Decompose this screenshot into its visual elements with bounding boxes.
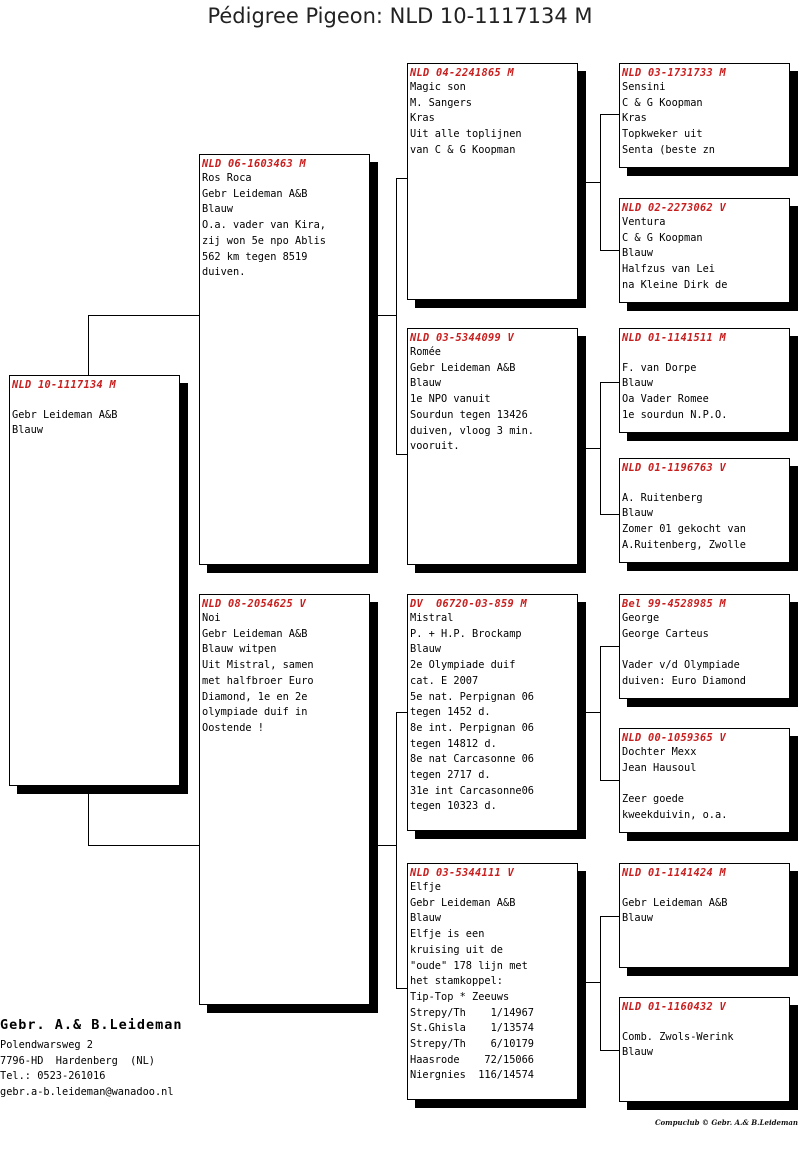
pigeon-ring-number: NLD 03-1731733 M xyxy=(622,67,726,79)
connector-line xyxy=(600,382,601,514)
pigeon-info-line: Blauw xyxy=(410,912,441,925)
pigeon-info-line: duiven: Euro Diamond xyxy=(622,674,746,687)
grandparent-card xyxy=(407,63,578,300)
pigeon-info-line: George Carteus xyxy=(622,627,709,640)
pigeon-info-line: Senta (beste zn xyxy=(622,143,715,156)
pigeon-info-line: C & G Koopman xyxy=(622,231,703,244)
great-grandparent-card xyxy=(619,863,790,968)
connector-line xyxy=(578,448,600,449)
connector-line xyxy=(600,916,601,1050)
great-grandparent-card xyxy=(619,458,790,563)
pigeon-ring-number: NLD 01-1141424 M xyxy=(622,867,726,879)
pigeon-info-line: zij won 5e npo Ablis xyxy=(202,234,326,247)
pigeon-info-line: 31e int Carcasonne06 xyxy=(410,784,534,797)
pigeon-info-line: olympiade duif in xyxy=(202,706,308,719)
pigeon-info-line xyxy=(622,475,787,491)
connector-line xyxy=(578,712,600,713)
pigeon-info-line: Gebr Leideman A&B xyxy=(410,896,516,909)
pigeon-info-line: C & G Koopman xyxy=(622,96,703,109)
pigeon-ring-number: NLD 01-1196763 V xyxy=(622,462,726,474)
pigeon-info-line: Blauw xyxy=(622,247,653,260)
pigeon-info-line: duiven. xyxy=(202,266,246,279)
pigeon-info-line: Gebr Leideman A&B xyxy=(622,896,728,909)
connector-line xyxy=(600,646,601,780)
breeder-address: Polendwarsweg 2 xyxy=(0,1039,93,1051)
pigeon-info-line: Zomer 01 gekocht van xyxy=(622,523,746,536)
connector-line xyxy=(370,315,396,316)
pigeon-info-line: tegen 14812 d. xyxy=(410,737,497,750)
grandparent-card xyxy=(407,328,578,565)
breeder-phone: Tel.: 0523-261016 xyxy=(0,1070,106,1083)
dam-card xyxy=(199,594,370,1005)
pigeon-info-line: A.Ruitenberg, Zwolle xyxy=(622,538,746,551)
pigeon-info-line: na Kleine Dirk de xyxy=(622,278,728,291)
breeder-city: 7796-HD Hardenberg (NL) xyxy=(0,1054,155,1067)
pigeon-ring-number: NLD 01-1141511 M xyxy=(622,332,726,344)
pigeon-info-line: Blauw xyxy=(622,912,653,925)
pigeon-info-line: Zeer goede xyxy=(622,793,684,806)
pigeon-info-line: met halfbroer Euro xyxy=(202,674,314,687)
pigeon-ring-number: NLD 00-1059365 V xyxy=(622,732,726,744)
pigeon-ring-number: Bel 99-4528985 M xyxy=(622,598,726,610)
pigeon-info-line: Blauw xyxy=(12,424,43,437)
pigeon-info-line: Elfje xyxy=(410,881,441,893)
pigeon-info-line: Blauw xyxy=(410,377,441,390)
pigeon-info-line: Halfzus van Lei xyxy=(622,263,715,276)
pigeon-info-line: Gebr Leideman A&B xyxy=(202,627,308,640)
pigeon-info-line: Ventura xyxy=(622,216,666,228)
breeder-info xyxy=(0,1016,260,1101)
pigeon-info-line: Blauw xyxy=(622,507,653,520)
pigeon-ring-number: DV 06720-03-859 M xyxy=(410,598,527,610)
pigeon-info-line: Oostende ! xyxy=(202,721,264,734)
connector-line xyxy=(578,182,600,183)
pigeon-info-line: M. Sangers xyxy=(410,96,472,109)
pigeon-ring-number: NLD 08-2054625 V xyxy=(202,598,306,610)
pigeon-info-line: Vader v/d Olympiade xyxy=(622,659,740,672)
sire-card xyxy=(199,154,370,565)
pigeon-info-line: Gebr Leideman A&B xyxy=(202,187,308,200)
connector-line xyxy=(600,1050,620,1051)
pigeon-info-line: Diamond, 1e en 2e xyxy=(202,690,308,703)
connector-line xyxy=(600,250,620,251)
connector-line xyxy=(600,916,620,917)
connector-line xyxy=(600,114,620,115)
connector-line xyxy=(396,178,397,454)
pigeon-ring-number: NLD 04-2241865 M xyxy=(410,67,514,79)
pigeon-info-line: P. + H.P. Brockamp xyxy=(410,627,522,640)
connector-line xyxy=(600,646,620,647)
pigeon-info-line: 8e int. Perpignan 06 xyxy=(410,721,534,734)
great-grandparent-card xyxy=(619,997,790,1102)
pigeon-info-line: St.Ghisla 1/13574 xyxy=(410,1022,534,1035)
grandparent-card xyxy=(407,594,578,831)
connector-line xyxy=(600,114,601,250)
connector-line xyxy=(600,780,620,781)
page-title: Pédigree Pigeon: NLD 10-1117134 M xyxy=(207,4,593,28)
pigeon-info-line xyxy=(622,1014,787,1030)
pigeon-info-line: Magic son xyxy=(410,81,466,93)
pigeon-info-line: Gebr Leideman A&B xyxy=(12,408,118,421)
pigeon-ring-number: NLD 06-1603463 M xyxy=(202,158,306,170)
pigeon-info-line: 2e Olympiade duif xyxy=(410,659,516,672)
pigeon-info-line: Strepy/Th 1/14967 xyxy=(410,1006,534,1019)
pigeon-info-line xyxy=(622,880,787,896)
pigeon-info-line: kruising uit de xyxy=(410,943,503,956)
pigeon-info-line: tegen 10323 d. xyxy=(410,800,497,813)
pigeon-info-line: vooruit. xyxy=(410,440,460,453)
pigeon-info-line: 562 km tegen 8519 xyxy=(202,250,308,263)
pigeon-info-line: "oude" 178 lijn met xyxy=(410,959,528,972)
connector-line xyxy=(88,315,200,316)
grandparent-card xyxy=(407,863,578,1100)
pigeon-info-line: Noi xyxy=(202,612,221,624)
pigeon-info-line: Blauw xyxy=(622,377,653,390)
great-grandparent-card xyxy=(619,198,790,303)
pigeon-info-line: cat. E 2007 xyxy=(410,674,479,687)
pigeon-info-line: Gebr Leideman A&B xyxy=(410,361,516,374)
connector-line xyxy=(578,982,600,983)
pigeon-info-line xyxy=(622,642,787,658)
pigeon-info-line: Niergnies 116/14574 xyxy=(410,1069,534,1082)
pigeon-info-line: kweekduivin, o.a. xyxy=(622,808,728,821)
pigeon-info-line: F. van Dorpe xyxy=(622,361,697,374)
great-grandparent-card xyxy=(619,728,790,833)
pigeon-ring-number: NLD 03-5344099 V xyxy=(410,332,514,344)
footer-credit: Compuclub © Gebr. A.& B.Leideman xyxy=(654,1118,798,1127)
pigeon-info-line: Mistral xyxy=(410,612,454,624)
pigeon-info-line: Topkweker uit xyxy=(622,128,703,141)
great-grandparent-card xyxy=(619,63,790,168)
pigeon-info-line xyxy=(622,345,787,361)
pigeon-info-line: 1e NPO vanuit xyxy=(410,393,491,406)
pigeon-info-line: Sensini xyxy=(622,81,666,93)
breeder-email: gebr.a-b.leideman@wanadoo.nl xyxy=(0,1086,174,1099)
pigeon-info-line: 5e nat. Perpignan 06 xyxy=(410,690,534,703)
pigeon-info-line xyxy=(622,776,787,792)
great-grandparent-card xyxy=(619,594,790,699)
pigeon-ring-number: NLD 02-2273062 V xyxy=(622,202,726,214)
pigeon-info-line: Blauw witpen xyxy=(202,643,277,656)
pigeon-info-line: A. Ruitenberg xyxy=(622,491,703,504)
pigeon-info-line: Oa Vader Romee xyxy=(622,393,709,406)
pigeon-info-line: Romée xyxy=(410,346,441,358)
great-grandparent-card xyxy=(619,328,790,433)
pigeon-info-line: George xyxy=(622,612,660,624)
breeder-name: Gebr. A.& B.Leideman xyxy=(0,1017,183,1033)
pigeon-info-line: het stamkoppel: xyxy=(410,975,503,988)
pigeon-info-line: Uit alle toplijnen xyxy=(410,128,522,141)
pigeon-info-line: O.a. vader van Kira, xyxy=(202,219,326,232)
pigeon-info-line: tegen 2717 d. xyxy=(410,769,491,782)
pigeon-info-line: 1e sourdun N.P.O. xyxy=(622,408,728,421)
pigeon-info-line: Sourdun tegen 13426 xyxy=(410,408,528,421)
pigeon-info-line: 8e nat Carcasonne 06 xyxy=(410,753,534,766)
pigeon-info-line: Haasrode 72/15066 xyxy=(410,1053,534,1066)
connector-line xyxy=(88,845,200,846)
pigeon-info-line: Jean Hausoul xyxy=(622,761,697,774)
connector-line xyxy=(600,382,620,383)
pigeon-ring-number: NLD 10-1117134 M xyxy=(12,379,116,391)
connector-line xyxy=(370,845,396,846)
pigeon-ring-number: NLD 03-5344111 V xyxy=(410,867,514,879)
connector-line xyxy=(600,514,620,515)
pigeon-info-line: Elfje is een xyxy=(410,928,485,941)
pigeon-info-line: tegen 1452 d. xyxy=(410,706,491,719)
pigeon-info-line: Comb. Zwols-Werink xyxy=(622,1030,734,1043)
pigeon-info-line: Blauw xyxy=(410,643,441,656)
pigeon-info-line: Blauw xyxy=(202,203,233,216)
pigeon-info-line: Blauw xyxy=(622,1046,653,1059)
pigeon-info-line: Kras xyxy=(410,112,435,125)
pigeon-info-line: Uit Mistral, samen xyxy=(202,659,314,672)
pigeon-info-line: Strepy/Th 6/10179 xyxy=(410,1038,534,1051)
pigeon-info-line: Tip-Top * Zeeuws xyxy=(410,990,510,1003)
pigeon-info-line xyxy=(12,392,177,408)
pigeon-info-line: duiven, vloog 3 min. xyxy=(410,424,534,437)
pigeon-info-line: van C & G Koopman xyxy=(410,143,516,156)
subject-card xyxy=(9,375,180,786)
connector-line xyxy=(396,712,397,988)
pigeon-info-line: Ros Roca xyxy=(202,172,252,184)
pigeon-info-line: Kras xyxy=(622,112,647,125)
pigeon-ring-number: NLD 01-1160432 V xyxy=(622,1001,726,1013)
pigeon-info-line: Dochter Mexx xyxy=(622,746,697,758)
